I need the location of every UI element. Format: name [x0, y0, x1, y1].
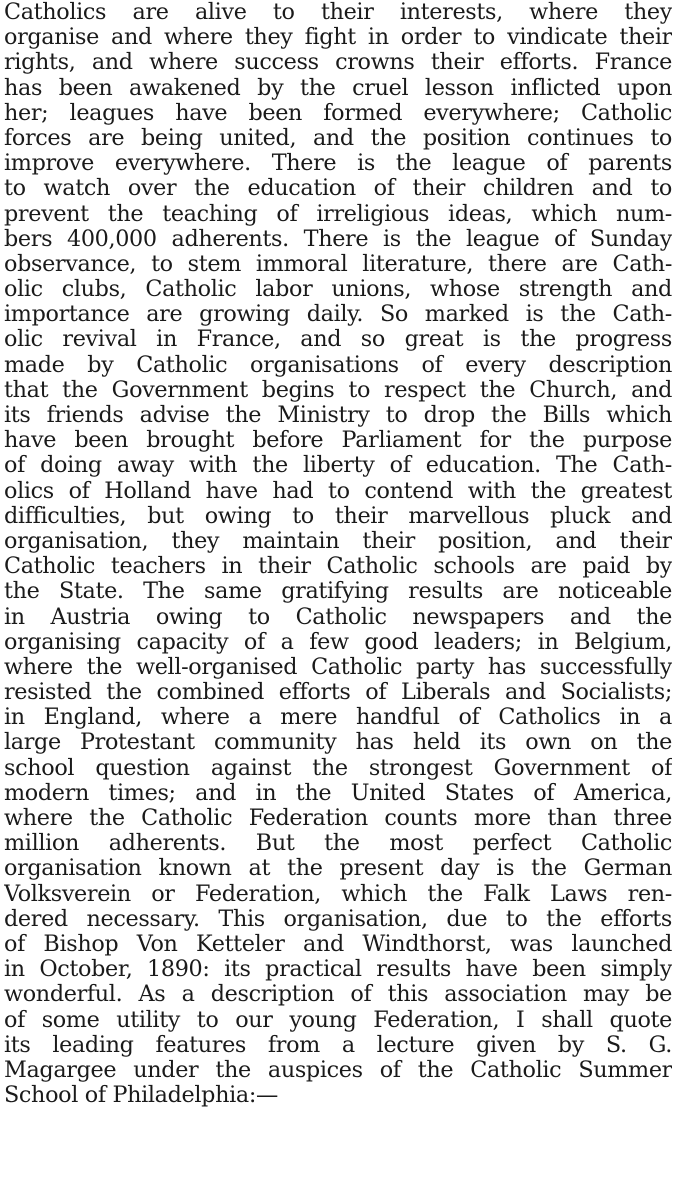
text-line: where the well-organised Catholic party has successfully — [4, 654, 672, 680]
text-line: in England, where a mere handful of Catholics in a — [4, 705, 672, 731]
text-line: bers 400,000 adherents. There is the league of Sunday — [4, 226, 672, 252]
text-line: of Bishop Von Ketteler and Windthorst, was launched — [4, 931, 672, 957]
text-line: of doing away with the liberty of education. The Cath- — [4, 453, 672, 479]
text-line: where the Catholic Federation counts more than three — [4, 806, 672, 831]
text-line: organisation, they maintain their position, and their — [4, 528, 672, 554]
text-line: made by Catholic organisations of every description — [4, 352, 672, 378]
text-line: School of Philadelphia:— — [4, 1083, 278, 1109]
text-line: Magargee under the auspices of the Catholic Summer — [4, 1057, 672, 1083]
text-line: in October, 1890: its practical results have been simply — [4, 957, 672, 983]
text-line: in Austria owing to Catholic newspapers and the — [4, 604, 672, 630]
text-line: dered necessary. This organisation, due to the efforts — [4, 906, 672, 932]
text-line: has been awakened by the cruel lesson inflicted upon — [4, 75, 672, 101]
text-line: rights, and where success crowns their efforts. France — [4, 50, 672, 76]
text-line: have been brought before Parliament for the purpose — [4, 428, 672, 454]
text-line: resisted the combined efforts of Liberals and Socialists; — [4, 680, 672, 706]
text-line: large Protestant community has held its own on the — [4, 730, 672, 756]
text-line: Catholic teachers in their Catholic schools are paid by — [4, 554, 672, 580]
document-page — [4, 0, 672, 1197]
text-line: prevent the teaching of irreligious ideas, which num- — [4, 201, 672, 227]
text-line: difficulties, but owing to their marvellous pluck and — [4, 503, 672, 529]
text-line: of some utility to our young Federation, I shall quote — [4, 1007, 672, 1033]
text-line: its leading features from a lecture given by S. G. — [4, 1032, 672, 1058]
body-paragraph — [4, 0, 672, 1108]
text-line: the State. The same gratifying results are noticeable — [4, 579, 672, 605]
text-line: organisation known at the present day is the German — [4, 856, 672, 882]
text-line: wonderful. As a description of this association may be — [4, 982, 672, 1008]
text-line: olic clubs, Catholic labor unions, whose strength and — [4, 277, 672, 303]
text-line: olic revival in France, and so great is the progress — [4, 327, 672, 353]
text-line: Catholics are alive to their interests, where they — [4, 0, 672, 25]
text-line: its friends advise the Ministry to drop the Bills which — [4, 403, 672, 428]
text-line: olics of Holland have had to contend with the greatest — [4, 478, 672, 504]
text-line: school question against the strongest Government of — [4, 755, 672, 781]
text-line: modern times; and in the United States of America, — [4, 780, 672, 806]
text-line: improve everywhere. There is the league of parents — [4, 151, 672, 177]
text-line: Volksverein or Federation, which the Falk Laws ren- — [4, 881, 672, 907]
text-line: to watch over the education of their children and to — [4, 176, 672, 202]
text-line: organise and where they fight in order to vindicate their — [4, 25, 672, 51]
text-line: importance are growing daily. So marked is the Cath- — [4, 302, 672, 328]
text-line: observance, to stem immoral literature, there are Cath- — [4, 251, 672, 277]
text-line: forces are being united, and the position continues to — [4, 125, 672, 151]
text-line: million adherents. But the most perfect Catholic — [4, 831, 672, 857]
text-line: that the Government begins to respect the Church, and — [4, 377, 672, 403]
text-line: organising capacity of a few good leaders; in Belgium, — [4, 629, 672, 655]
text-line: her; leagues have been formed everywhere; Catholic — [4, 100, 672, 126]
